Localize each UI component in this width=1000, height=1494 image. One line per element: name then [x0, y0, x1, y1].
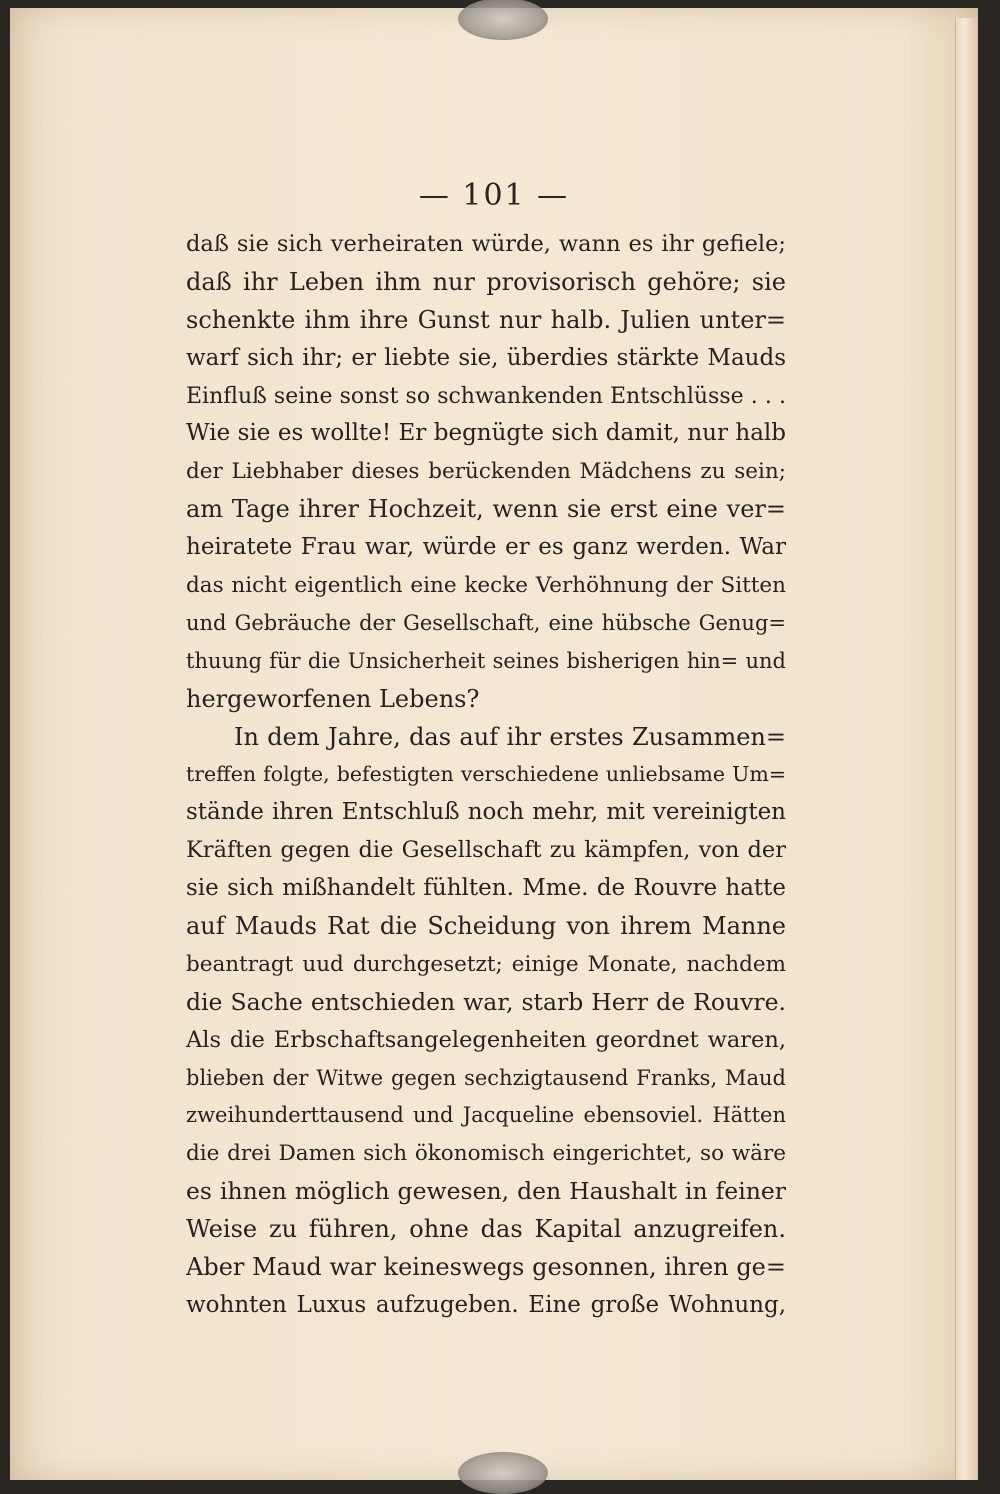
- clip-bottom: [458, 1452, 548, 1494]
- page-number-header: — 101 —: [418, 178, 570, 213]
- text-line: daß sie sich verheiraten würde, wann es ihr gefiele;: [186, 231, 786, 257]
- book-page: [10, 8, 978, 1480]
- text-line: thuung für die Unsicherheit seines bisherigen hin= und: [186, 648, 786, 673]
- text-line: am Tage ihrer Hochzeit, wenn sie erst eine ver=: [186, 495, 786, 524]
- text-line: die Sache entschieden war, starb Herr de Rouvre.: [186, 987, 786, 1016]
- text-line: der Liebhaber dieses berückenden Mädchens zu sein;: [186, 459, 786, 485]
- text-line: beantragt uud durchgesetzt; einige Monate, nachdem: [186, 951, 786, 977]
- page-edge: [955, 18, 978, 1480]
- text-line: es ihnen möglich gewesen, den Haushalt in feiner: [186, 1177, 786, 1206]
- text-line: Weise zu führen, ohne das Kapital anzugreifen.: [186, 1215, 786, 1244]
- text-line: die drei Damen sich ökonomisch eingerichtet, so wäre: [186, 1141, 786, 1167]
- clip-top: [458, 0, 548, 40]
- text-line: Kräften gegen die Gesellschaft zu kämpfen, von der: [186, 837, 786, 864]
- text-line: das nicht eigentlich eine kecke Verhöhnung der Sitten: [186, 573, 786, 599]
- text-line: zweihunderttausend und Jacqueline ebensoviel. Hätten: [186, 1103, 786, 1128]
- text-line: stände ihren Entschluß noch mehr, mit vereinigten: [186, 799, 786, 826]
- text-line: Als die Erbschaftsangelegenheiten geordnet waren,: [186, 1026, 786, 1053]
- body-text: [186, 226, 786, 1325]
- text-line: Aber Maud war keineswegs gesonnen, ihren ge=: [186, 1253, 786, 1282]
- text-line: daß ihr Leben ihm nur provisorisch gehöre; sie: [186, 267, 786, 296]
- text-line: heiratete Frau war, würde er es ganz werden. War: [186, 534, 786, 561]
- text-line: auf Mauds Rat die Scheidung von ihrem Manne: [186, 912, 786, 941]
- text-line: warf sich ihr; er liebte sie, überdies stärkte Mauds: [186, 344, 786, 371]
- text-line: blieben der Witwe gegen sechzigtausend Franks, Maud: [186, 1065, 786, 1090]
- text-line: schenkte ihm ihre Gunst nur halb. Julien unter=: [186, 305, 786, 334]
- text-line: sie sich mißhandelt fühlten. Mme. de Rouvre hatte: [186, 875, 786, 902]
- text-line: treffen folgte, befestigten verschiedene unliebsame Um=: [186, 762, 786, 787]
- text-line: Einfluß seine sonst so schwankenden Entschlüsse . . .: [186, 383, 786, 409]
- text-line: und Gebräuche der Gesellschaft, eine hübsche Genug=: [186, 610, 786, 635]
- text-line: In dem Jahre, das auf ihr erstes Zusammen=: [234, 722, 786, 751]
- text-line: Wie sie es wollte! Er begnügte sich damit, nur halb: [186, 420, 786, 447]
- text-line: hergeworfenen Lebens?: [186, 684, 480, 713]
- text-line: wohnten Luxus aufzugeben. Eine große Wohnung,: [186, 1291, 786, 1318]
